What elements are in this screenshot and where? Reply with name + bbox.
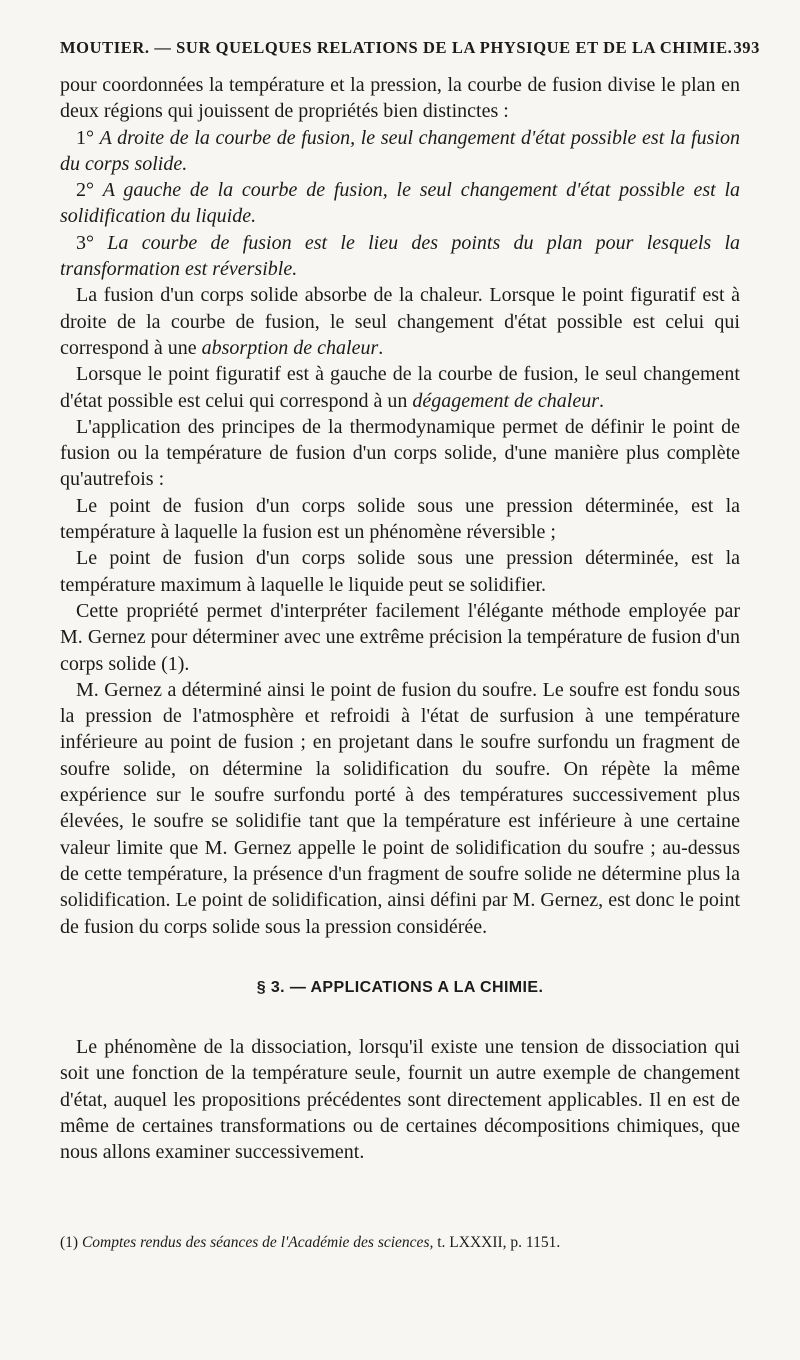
footnote-ref: t. LXXXII, p. 1151.	[437, 1234, 561, 1251]
paragraph: Lorsque le point figuratif est à gauche de la courbe de fusion, le seul changement d'état possible est celui qui correspond à un dégagement de chaleur.	[60, 363, 740, 412]
proposition-1: 1° A droite de la courbe de fusion, le seul changement d'état possible est la fusion du corps solide.	[60, 126, 741, 175]
paragraph: La fusion d'un corps solide absorbe de la chaleur. Lorsque le point figuratif est à droite de la courbe de fusion, le seul changement d'état possible est celui qui correspond à une absorption de chaleur.	[60, 284, 740, 359]
paragraph: Le point de fusion d'un corps solide sous une pression déterminée, est la température maximum à laquelle le liquide peut se solidifier.	[60, 547, 740, 596]
footnote-marker: (1)	[60, 1234, 79, 1251]
body-text	[60, 72, 740, 1166]
paragraph: pour coordonnées la température et la pression, la courbe de fusion divise le plan en deux régions qui jouissent de propriétés bien distinctes :	[60, 74, 740, 123]
paragraph: L'application des principes de la thermodynamique permet de définir le point de fusion ou la température de fusion d'un corps solide, d'une manière plus complète qu'autrefois :	[60, 415, 740, 491]
paragraph: Le point de fusion d'un corps solide sous une pression déterminée, est la température à laquelle la fusion est un phénomène réversible ;	[60, 494, 740, 544]
page-number: 393	[733, 38, 760, 57]
paragraph: Cette propriété permet d'interpréter facilement l'élégante méthode employée par M. Gernez pour déterminer avec une extrême précision la température de fusion d'un corps solide (1).	[60, 599, 740, 675]
running-title: MOUTIER. — SUR QUELQUES RELATIONS DE LA PHYSIQUE ET DE LA CHIMIE.	[60, 38, 733, 57]
footnote-text: Comptes rendus des séances de l'Académie des sciences,	[81, 1234, 434, 1251]
paragraph: M. Gernez a déterminé ainsi le point de fusion du soufre. Le soufre est fondu sous la pression de l'atmosphère et refroidi à l'état de surfusion à une température inférieure au point de fusion ; en projetant dans le soufre surfondu un fragment de soufre solide, on détermine la solidification du soufre. On répète la même expérience sur le soufre surfondu porté à des températures successivement plus élevées, le soufre se solidifie tant que la température est inférieure à une certaine valeur limite que M. Gernez appelle le point de solidification du soufre ; au-dessus de cette température, la présence d'un fragment de soufre solide ne détermine plus la solidification. Le point de solidification, ainsi défini par M. Gernez, est donc le point de fusion du corps solide sous la pression considérée.	[60, 678, 740, 938]
proposition-2: 2° A gauche de la courbe de fusion, le seul changement d'état possible est la solidification du liquide.	[60, 179, 741, 228]
section-heading: § 3. — APPLICATIONS A LA CHIMIE.	[256, 978, 544, 996]
footnote	[60, 1234, 740, 1252]
proposition-3: 3° La courbe de fusion est le lieu des points du plan pour lesquels la transformation est réversible.	[60, 231, 741, 281]
running-header	[60, 38, 760, 58]
section-paragraph: Le phénomène de la dissociation, lorsqu'il existe une tension de dissociation qui soit une fonction de la température seule, fournit un autre exemple de changement d'état, auquel les propositions précédentes sont directement applicables. Il en est de même de certaines transformations ou de certaines décompositions chimiques, que nous allons examiner successivement.	[60, 1036, 740, 1164]
